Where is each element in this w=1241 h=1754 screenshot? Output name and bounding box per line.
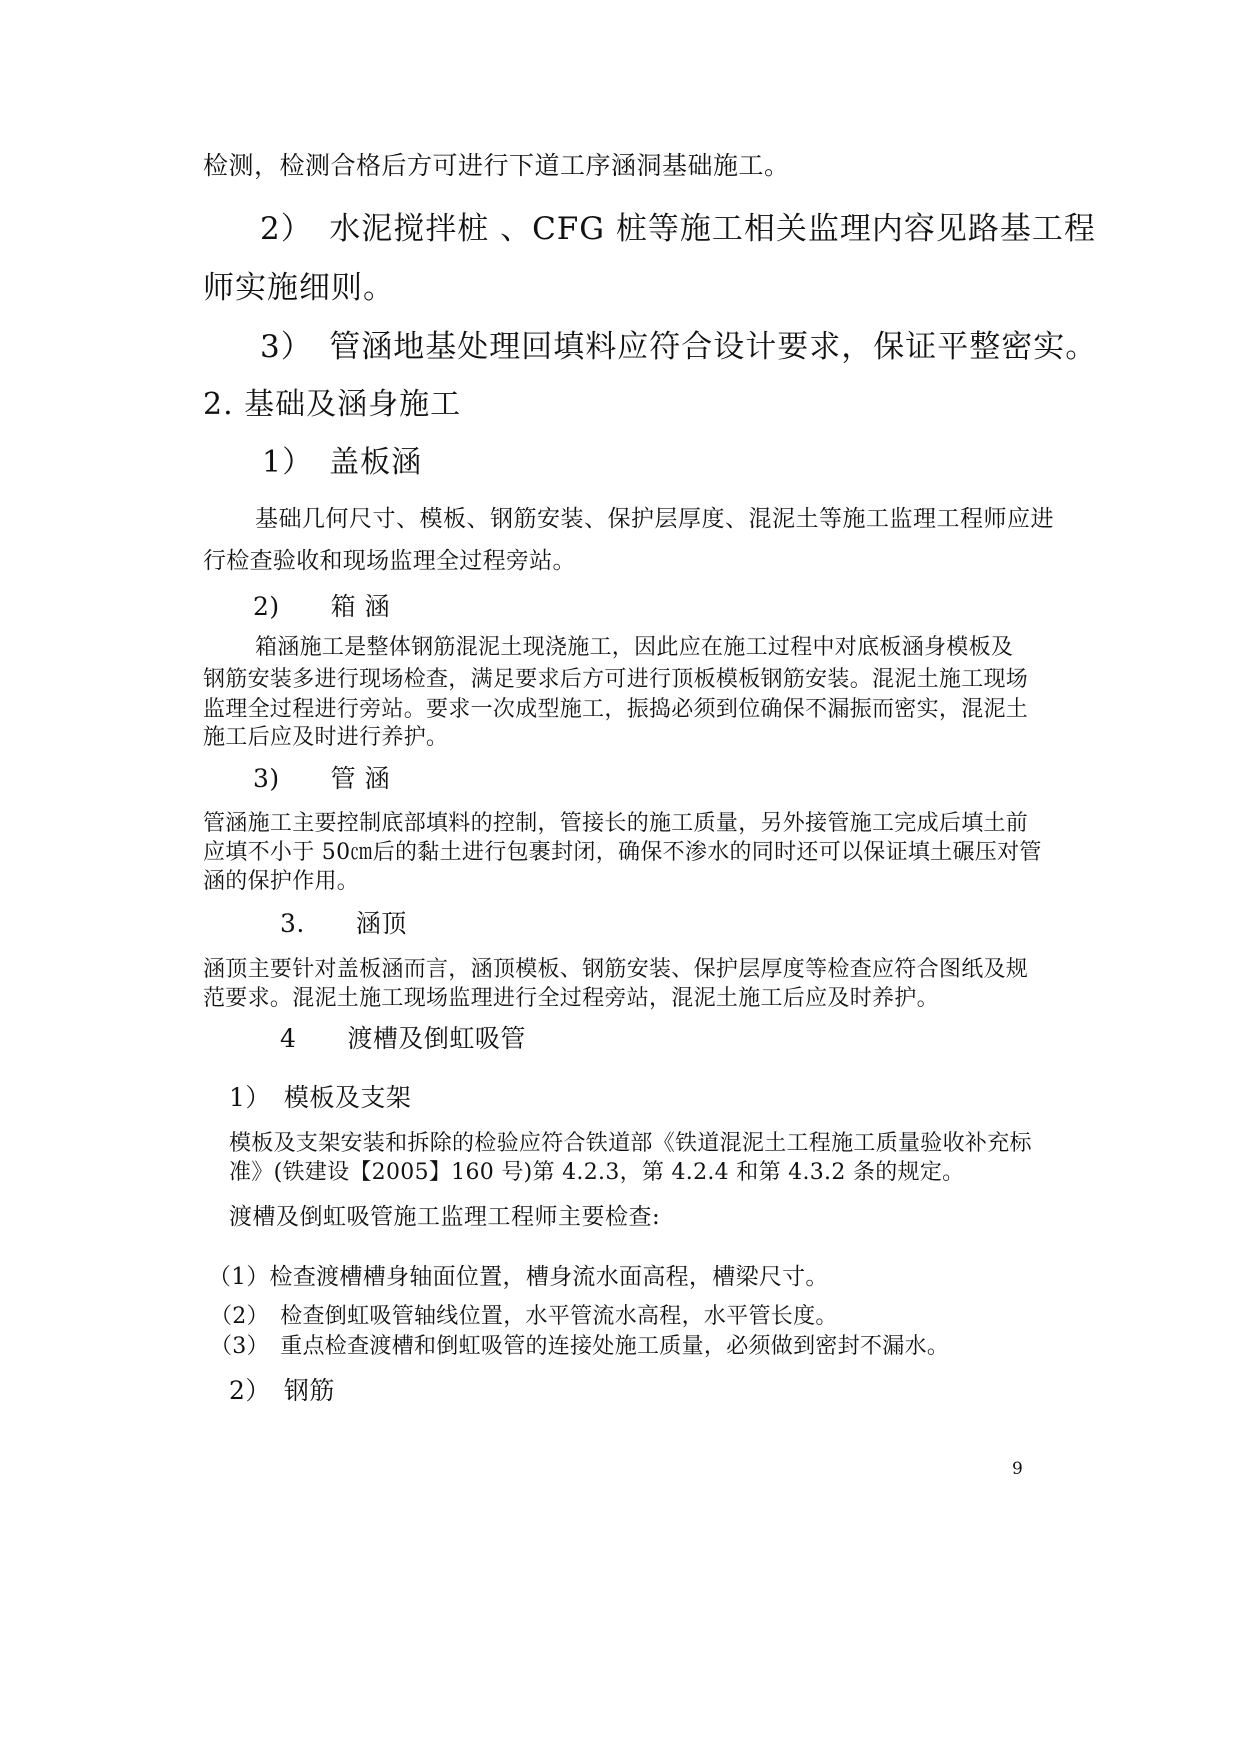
text-line: 师实施细则。 bbox=[203, 270, 395, 306]
text-line: 管涵施工主要控制底部填料的控制，管接长的施工质量，另外接管施工完成后填土前 bbox=[203, 811, 1029, 836]
list-item: （2） 检查倒虹吸管轴线位置，水平管流水高程，水平管长度。 bbox=[210, 1304, 838, 1329]
text-line: 应填不小于 50㎝后的黏土进行包裹封闭，确保不渗水的同时还可以保证填土碾压对管 bbox=[203, 840, 1042, 865]
subsection-heading: 1） 模板及支架 bbox=[229, 1083, 412, 1112]
text-line: 渡槽及倒虹吸管施工监理工程师主要检查: bbox=[229, 1204, 661, 1230]
text-line: 钢筋安装多进行现场检查，满足要求后方可进行顶板模板钢筋安装。混泥土施工现场 bbox=[203, 667, 1029, 692]
text-line: 准》(铁建设【2005】160 号)第 4.2.3，第 4.2.4 和第 4.3.2 条的规定。 bbox=[229, 1160, 965, 1185]
text-line: 范要求。混泥土施工现场监理进行全过程旁站，混泥土施工后应及时养护。 bbox=[203, 986, 939, 1011]
text-line: 涵顶主要针对盖板涵而言，涵顶模板、钢筋安装、保护层厚度等检查应符合图纸及规 bbox=[203, 957, 1029, 982]
text-line: 箱涵施工是整体钢筋混泥土现浇施工，因此应在施工过程中对底板涵身模板及 bbox=[255, 635, 1014, 660]
list-item: 2） 水泥搅拌桩 、CFG 桩等施工相关监理内容见路基工程 bbox=[260, 211, 1096, 247]
text-line: 基础几何尺寸、模板、钢筋安装、保护层厚度、混泥土等施工监理工程师应进 bbox=[255, 506, 1054, 532]
text-line: 检测，检测合格后方可进行下道工序涵洞基础施工。 bbox=[203, 151, 790, 180]
subsection-heading: 2） 钢筋 bbox=[229, 1376, 335, 1405]
subsection-heading: 3) 管 涵 bbox=[253, 764, 391, 793]
text-line: 施工后应及时进行养护。 bbox=[203, 725, 449, 750]
section-heading: 4 渡槽及倒虹吸管 bbox=[280, 1024, 526, 1053]
list-item: （1）检查渡槽槽身轴面位置，槽身流水面高程，槽梁尺寸。 bbox=[208, 1264, 829, 1290]
text-line: 涵的保护作用。 bbox=[203, 869, 360, 894]
list-item: （3） 重点检查渡槽和倒虹吸管的连接处施工质量，必须做到密封不漏水。 bbox=[210, 1334, 950, 1359]
section-heading: 2. 基础及涵身施工 bbox=[203, 387, 462, 422]
list-item: 3） 管涵地基处理回填料应符合设计要求，保证平整密实。 bbox=[260, 329, 1098, 365]
text-line: 模板及支架安装和拆除的检验应符合铁道部《铁道混泥土工程施工质量验收补充标 bbox=[229, 1131, 1032, 1156]
page-number: 9 bbox=[1012, 1459, 1023, 1479]
subsection-heading: 2) 箱 涵 bbox=[253, 592, 391, 621]
subsection-heading: 1） 盖板涵 bbox=[262, 445, 423, 480]
section-heading: 3. 涵顶 bbox=[280, 909, 407, 938]
text-line: 监理全过程进行旁站。要求一次成型施工，振捣必须到位确保不漏振而密实，混泥土 bbox=[203, 697, 1029, 722]
text-line: 行检查验收和现场监理全过程旁站。 bbox=[203, 548, 576, 574]
